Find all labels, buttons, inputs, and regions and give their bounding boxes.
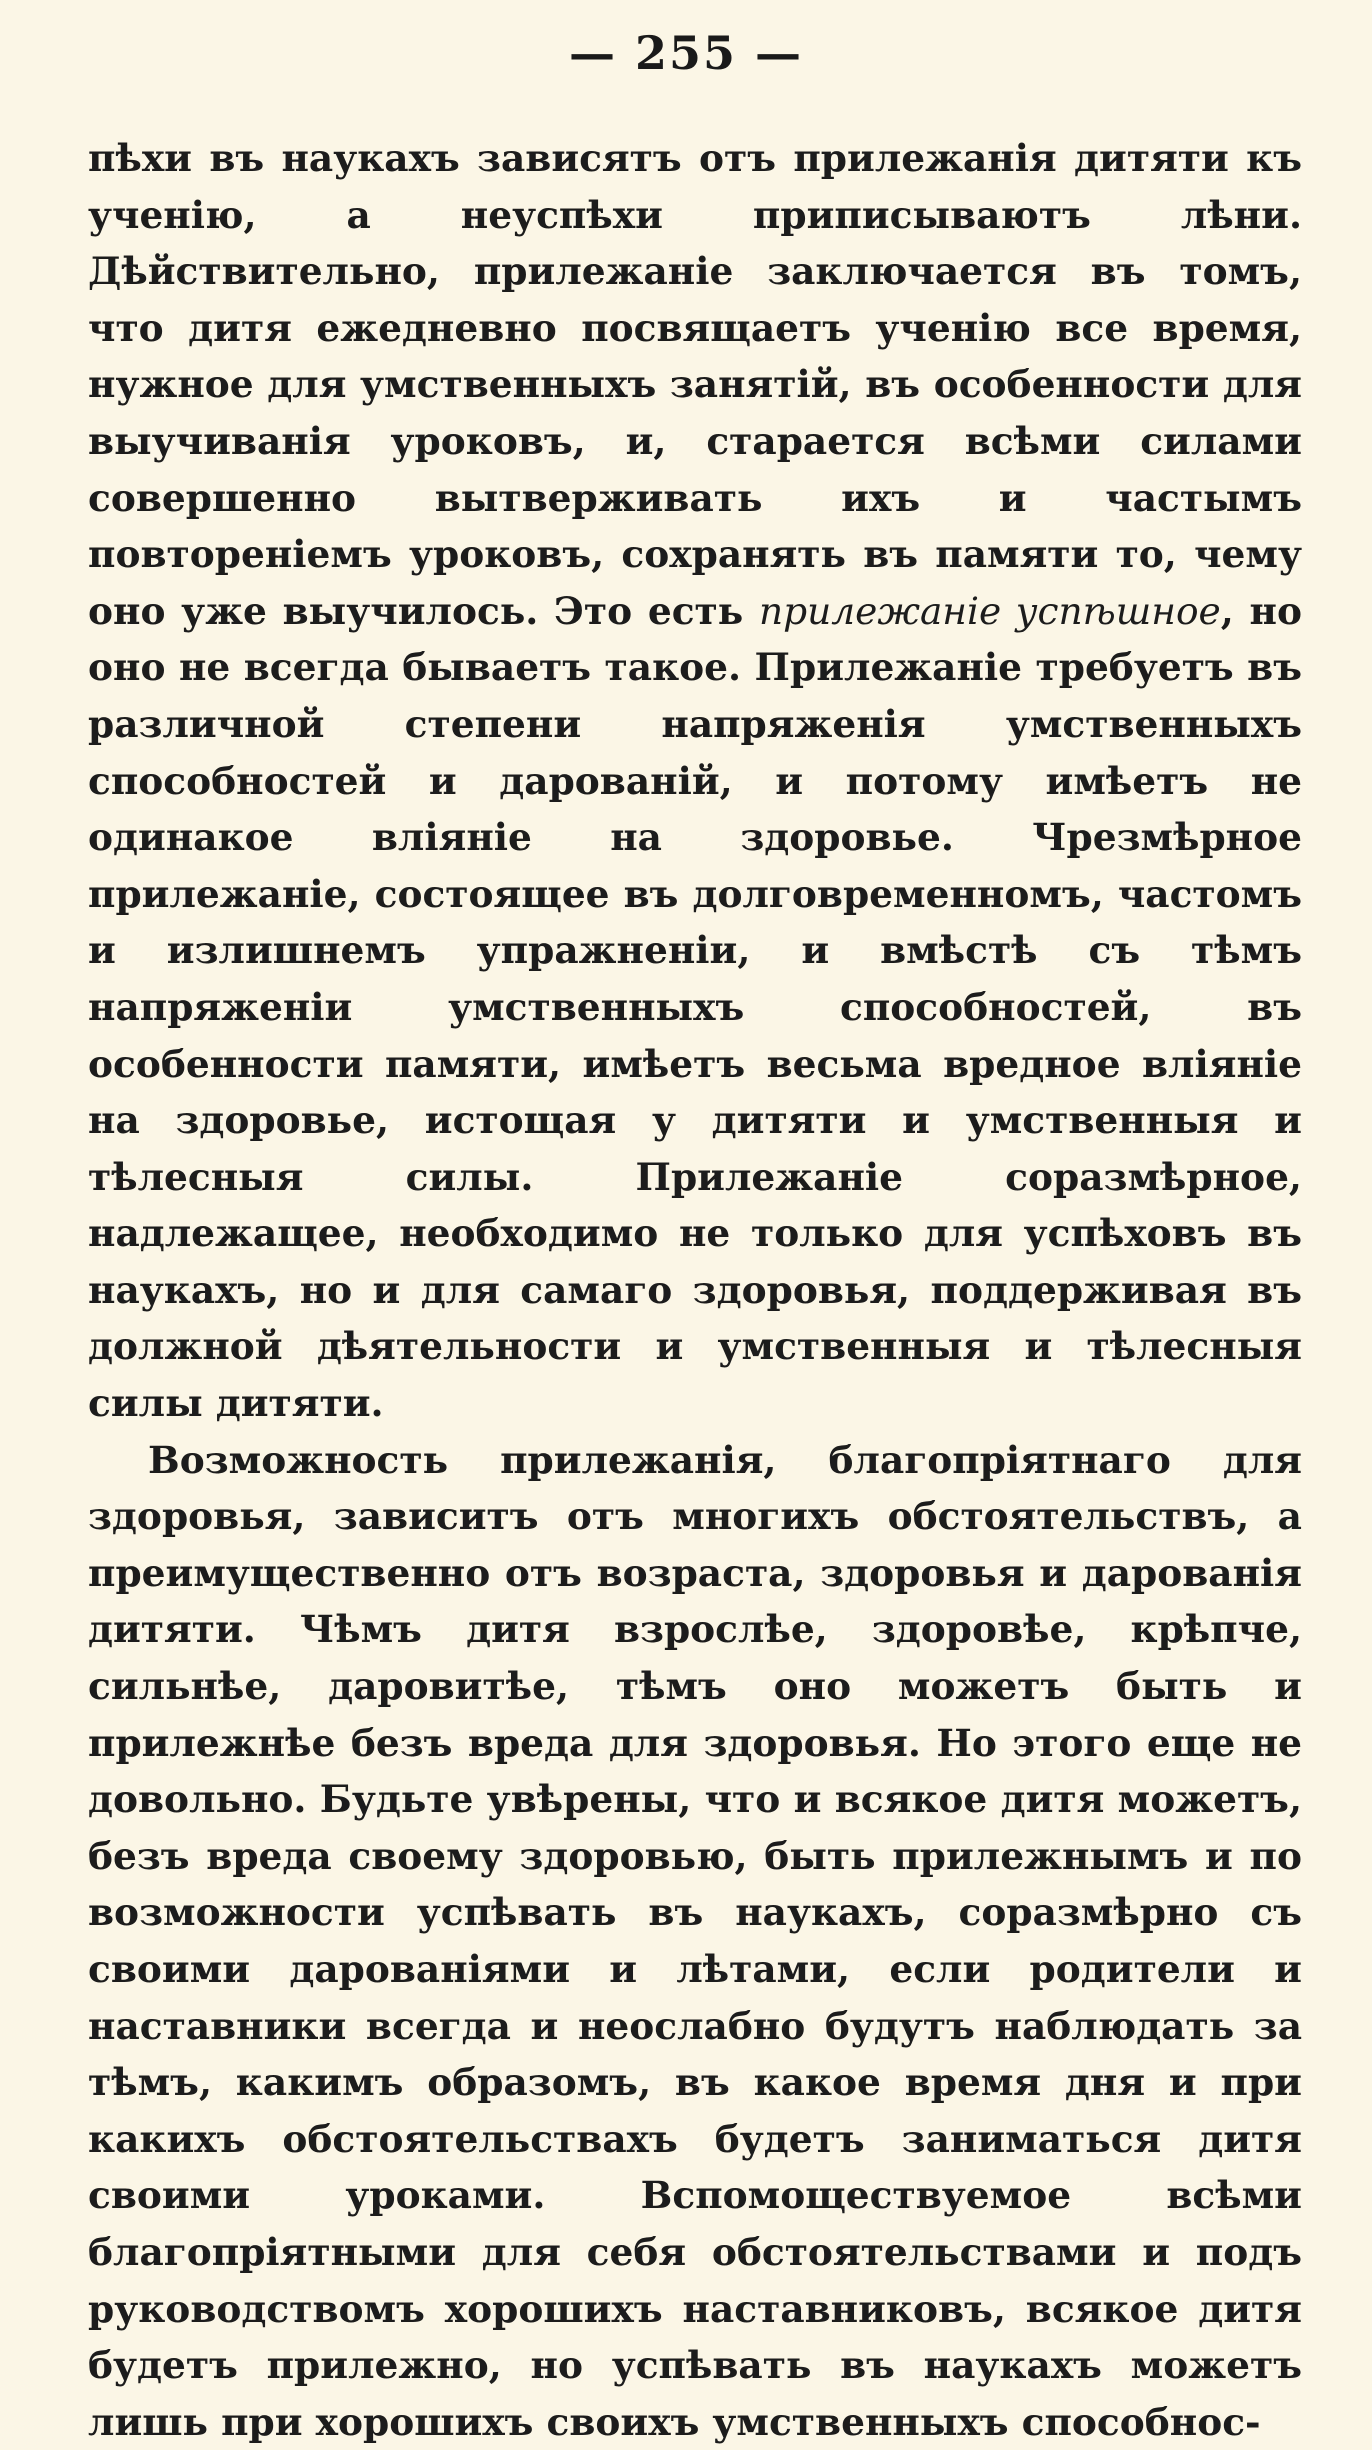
emphasis-phrase: прилежаніе успѣшное bbox=[758, 588, 1221, 633]
body-text bbox=[88, 130, 1302, 2450]
paragraph-1-text-a: пѣхи въ наукахъ зависятъ отъ прилежанія дитяти къ ученію, а неуспѣхи приписываютъ лѣни. Дѣйствительно, прилежаніе заключается въ томъ, что дитя ежедневно посвящаетъ ученію все время, нужное для умственныхъ занятій, въ особенности для выучиванія уроковъ, и, старается всѣми силами совершенно вытверживать ихъ и частымъ повтореніемъ уроковъ, сохранять въ памяти то, чему оно уже выучилось. Это есть bbox=[88, 136, 1302, 633]
paragraph-2-text: Возможность прилежанія, благопріятнаго для здоровья, зависитъ отъ многихъ обстоятельствъ, а преимущественно отъ возраста, здоровья и дарованія дитяти. Чѣмъ дитя взрослѣе, здоровѣе, крѣпче, сильнѣе, даровитѣе, тѣмъ оно можетъ быть и прилежнѣе безъ вреда для здоровья. Но этого еще не довольно. Будьте увѣрены, что и всякое дитя можетъ, безъ вреда своему здоровью, быть прилежнымъ и по возможности успѣвать въ наукахъ, соразмѣрно съ своими дарованіями и лѣтами, если родители и наставники всегда и неослабно будутъ наблюдать за тѣмъ, какимъ образомъ, въ какое время дня и при какихъ обстоятельствахъ будетъ заниматься дитя своими уроками. Вспомоществуемое всѣми благопріятными для себя обстоятельствами и подъ руководствомъ хорошихъ наставниковъ, всякое дитя будетъ прилежно, но успѣвать въ наукахъ можетъ лишь при хорошихъ своихъ умственныхъ способнос- bbox=[88, 1437, 1302, 2444]
paragraph-2 bbox=[88, 1432, 1302, 2450]
paragraph-1 bbox=[88, 130, 1302, 1432]
page-number: — 255 — bbox=[568, 26, 804, 80]
paragraph-1-text-b: , но оно не всегда бываетъ такое. Прилежаніе требуетъ въ различной степени напряженія умственныхъ способностей и дарованій, и потому имѣетъ не одинакое вліяніе на здоровье. Чрезмѣрное прилежаніе, состоящее въ долговременномъ, частомъ и излишнемъ упражненіи, и вмѣстѣ съ тѣмъ напряженіи умственныхъ способностей, въ особенности памяти, имѣетъ весьма вредное вліяніе на здоровье, истощая у дитяти и умственныя и тѣлесныя силы. Прилежаніе соразмѣрное, надлежащее, необходимо не только для успѣховъ въ наукахъ, но и для самаго здоровья, поддерживая въ должной дѣятельности и умственныя и тѣлесныя силы дитяти. bbox=[88, 588, 1302, 1426]
